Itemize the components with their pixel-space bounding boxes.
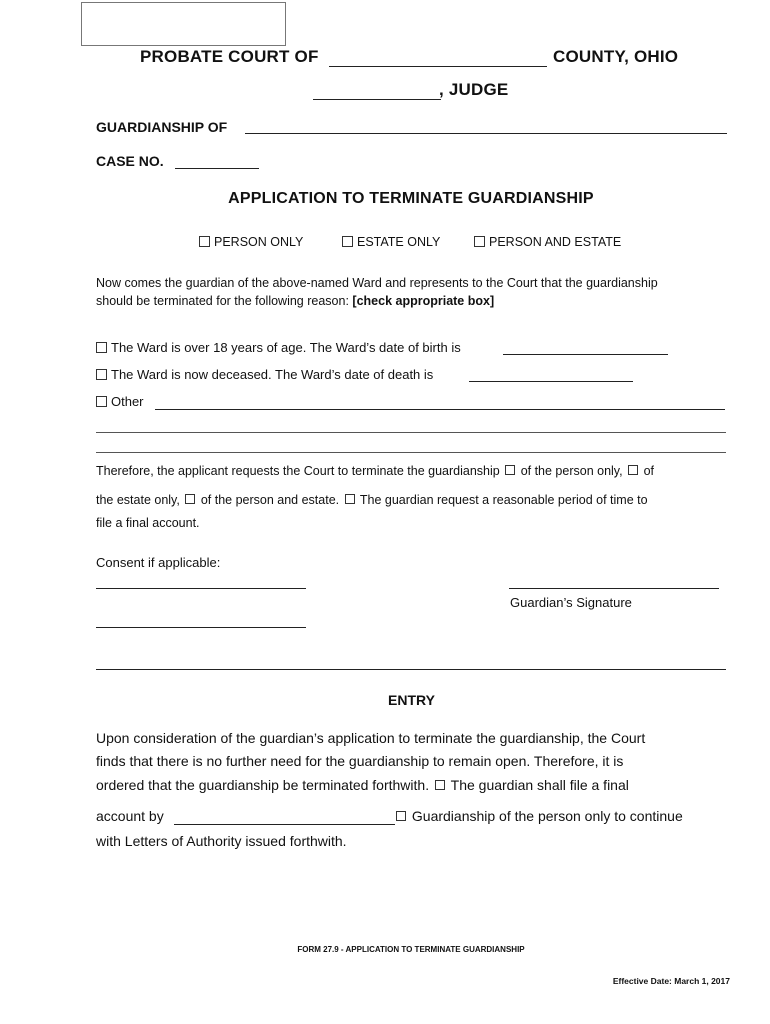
reason-deceased[interactable]: The Ward is now deceased. The Ward’s date of death is: [96, 367, 433, 382]
judge-suffix: , JUDGE: [439, 80, 509, 99]
checkbox-icon[interactable]: [628, 465, 638, 475]
court-prefix: PROBATE COURT OF: [140, 47, 319, 66]
account-by-date-field[interactable]: [174, 824, 395, 825]
checkbox-icon[interactable]: [435, 780, 445, 790]
checkbox-icon[interactable]: [396, 811, 406, 821]
case-no-label: CASE NO.: [96, 153, 164, 169]
scope-person-only[interactable]: PERSON ONLY: [199, 235, 303, 249]
guardian-signature-field[interactable]: [509, 588, 719, 589]
reason-over-18[interactable]: The Ward is over 18 years of age. The Ward’s date of birth is: [96, 340, 461, 355]
reason-other[interactable]: Other: [96, 394, 144, 409]
therefore-line-3: file a final account.: [96, 516, 200, 530]
checkbox-icon[interactable]: [342, 236, 353, 247]
top-corner-box: [81, 2, 286, 46]
entry-line-3: ordered that the guardianship be terminated forthwith. The guardian shall file a final: [96, 777, 629, 793]
consent-signature-field-2[interactable]: [96, 627, 306, 628]
entry-line-4-label: account by: [96, 808, 164, 824]
section-divider: [96, 669, 726, 670]
scope-person-and-estate[interactable]: PERSON AND ESTATE: [474, 235, 621, 249]
checkbox-icon[interactable]: [96, 342, 107, 353]
guardianship-of-field[interactable]: [245, 133, 727, 134]
judge-name-field[interactable]: [313, 99, 441, 100]
date-of-birth-field[interactable]: [503, 354, 668, 355]
intro-line-2: should be terminated for the following reason: [check appropriate box]: [96, 294, 495, 308]
date-of-death-field[interactable]: [469, 381, 633, 382]
checkbox-icon[interactable]: [345, 494, 355, 504]
guardian-signature-label: Guardian’s Signature: [510, 595, 632, 610]
footer-effective-date: Effective Date: March 1, 2017: [612, 976, 730, 986]
scope-estate-only[interactable]: ESTATE ONLY: [342, 235, 440, 249]
court-suffix: COUNTY, OHIO: [553, 47, 679, 66]
other-reason-field-3[interactable]: [96, 452, 726, 453]
footer-form-name: FORM 27.9 - APPLICATION TO TERMINATE GUARDIANSHIP: [297, 945, 525, 954]
checkbox-icon[interactable]: [199, 236, 210, 247]
checkbox-icon[interactable]: [474, 236, 485, 247]
entry-heading: ENTRY: [388, 692, 435, 708]
checkbox-icon[interactable]: [96, 396, 107, 407]
entry-line-1: Upon consideration of the guardian’s application to terminate the guardianship, the Court: [96, 730, 646, 746]
other-reason-field-2[interactable]: [96, 432, 726, 433]
entry-line-4-option: Guardianship of the person only to continue: [396, 808, 683, 824]
entry-line-2: finds that there is no further need for the guardianship to remain open. Therefore, it is: [96, 753, 624, 769]
other-reason-field[interactable]: [155, 409, 725, 410]
therefore-line-2: the estate only, of the person and estate. The guardian request a reasonable period of time to: [96, 493, 648, 507]
checkbox-icon[interactable]: [185, 494, 195, 504]
page-title: APPLICATION TO TERMINATE GUARDIANSHIP: [228, 190, 594, 207]
intro-line-1: Now comes the guardian of the above-named Ward and represents to the Court that the guardianship: [96, 276, 658, 290]
consent-label: Consent if applicable:: [96, 555, 221, 570]
checkbox-icon[interactable]: [96, 369, 107, 380]
entry-line-5: with Letters of Authority issued forthwith.: [96, 833, 347, 849]
checkbox-icon[interactable]: [505, 465, 515, 475]
county-name-field[interactable]: [329, 66, 547, 67]
therefore-line-1: Therefore, the applicant requests the Court to terminate the guardianship of the person only, of: [96, 464, 655, 478]
case-no-field[interactable]: [175, 168, 259, 169]
consent-signature-field-1[interactable]: [96, 588, 306, 589]
guardianship-of-label: GUARDIANSHIP OF: [96, 119, 228, 135]
